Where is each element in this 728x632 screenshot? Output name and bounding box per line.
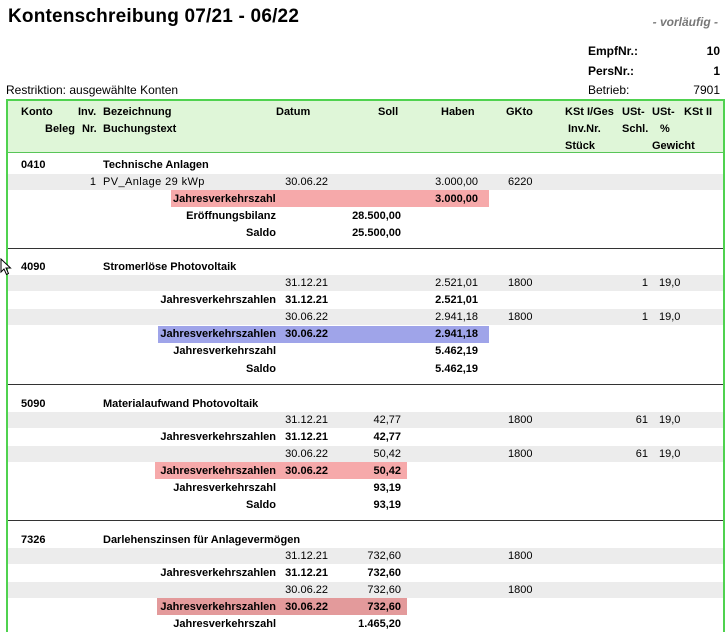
empf-label: EmpfNr.: <box>588 44 639 58</box>
gkto: 6220 <box>508 176 533 188</box>
ust-schl: 1 <box>641 311 648 323</box>
beleg-nr: 1 <box>89 176 96 188</box>
haben-total: 5.462,19 <box>435 363 478 375</box>
page-title: Kontenschreibung 07/21 - 06/22 <box>8 6 300 27</box>
haben-total: 5.462,19 <box>435 345 478 357</box>
summary-label: Jahresverkehrszahl <box>173 482 276 494</box>
soll-total: 93,19 <box>373 482 401 494</box>
summary-label: Jahresverkehrszahlen <box>160 465 276 477</box>
haben-total: 3.000,00 <box>435 193 478 205</box>
summary-label: Jahresverkehrszahlen <box>160 567 276 579</box>
summary-date: 31.12.21 <box>285 294 328 306</box>
haben-total: 2.521,01 <box>435 294 478 306</box>
summary-label: Jahresverkehrszahlen <box>160 431 276 443</box>
account-name: Materialaufwand Photovoltaik <box>103 398 259 410</box>
summary-date: 30.06.22 <box>285 601 328 613</box>
col-buchungstext: Buchungstext <box>103 123 177 135</box>
soll: 732,60 <box>367 550 401 562</box>
soll-total: 42,77 <box>373 431 401 443</box>
datum: 31.12.21 <box>285 277 328 289</box>
datum: 30.06.22 <box>285 311 328 323</box>
summary-label: Jahresverkehrszahl <box>173 345 276 357</box>
summary-label: Jahresverkehrszahlen <box>160 328 276 340</box>
gkto: 1800 <box>508 584 533 596</box>
col-kst1: KSt I/Ges <box>565 106 614 118</box>
summary-label: Jahresverkehrszahl <box>173 193 276 205</box>
soll-total: 1.465,20 <box>358 618 401 630</box>
soll-total: 93,19 <box>373 499 401 511</box>
summary-label: Eröffnungsbilanz <box>186 210 276 222</box>
soll: 42,77 <box>373 414 401 426</box>
soll: 50,42 <box>373 448 401 460</box>
betrieb-value: 7901 <box>693 83 720 97</box>
gkto: 1800 <box>508 277 533 289</box>
account-name: Stromerlöse Photovoltaik <box>103 261 237 273</box>
account-number: 7326 <box>21 534 46 546</box>
pers-value: 1 <box>713 64 720 78</box>
pers-label: PersNr.: <box>588 64 635 78</box>
soll-total: 28.500,00 <box>352 210 401 222</box>
col-inv: Inv. <box>78 106 97 118</box>
summary-label: Saldo <box>246 227 276 239</box>
summary-date: 30.06.22 <box>285 328 328 340</box>
gkto: 1800 <box>508 448 533 460</box>
gkto: 1800 <box>508 550 533 562</box>
summary-label: Saldo <box>246 499 276 511</box>
soll-total: 732,60 <box>367 567 401 579</box>
ust-pct: 19,0 <box>659 414 681 426</box>
account-name: Darlehenszinsen für Anlagevermögen <box>103 534 301 546</box>
gkto: 1800 <box>508 414 533 426</box>
haben: 3.000,00 <box>435 176 478 188</box>
gkto: 1800 <box>508 311 533 323</box>
empf-value: 10 <box>706 44 720 58</box>
col-bezeichnung: Bezeichnung <box>103 106 172 118</box>
ust-pct: 19,0 <box>659 311 681 323</box>
datum: 31.12.21 <box>285 550 328 562</box>
col-stueck: Stück <box>565 140 595 152</box>
account-number: 4090 <box>21 261 46 273</box>
soll-total: 25.500,00 <box>352 227 401 239</box>
col-pct: % <box>660 123 670 135</box>
col-gewicht: Gewicht <box>652 140 695 152</box>
col-soll: Soll <box>378 106 399 118</box>
haben: 2.941,18 <box>435 311 478 323</box>
col-nr: Nr. <box>82 123 97 135</box>
ust-schl: 61 <box>635 414 648 426</box>
column-header <box>8 101 723 153</box>
restriction-text: Restriktion: ausgewählte Konten <box>6 83 179 97</box>
ust-pct: 19,0 <box>659 448 681 460</box>
summary-date: 31.12.21 <box>285 567 328 579</box>
col-schl: Schl. <box>622 123 649 135</box>
col-ust2: USt- <box>652 106 675 118</box>
status-label: - vorläufig - <box>652 15 718 29</box>
col-kst2: KSt II <box>684 106 713 118</box>
account-number: 5090 <box>21 398 46 410</box>
ust-schl: 61 <box>635 448 648 460</box>
account-name: Technische Anlagen <box>103 159 209 171</box>
account-number: 0410 <box>21 159 46 171</box>
summary-label: Jahresverkehrszahlen <box>160 294 276 306</box>
datum: 30.06.22 <box>285 176 328 188</box>
col-invnr: Inv.Nr. <box>568 123 601 135</box>
summary-label: Jahresverkehrszahl <box>173 618 276 630</box>
betrieb-label: Betrieb: <box>588 83 630 97</box>
ust-schl: 1 <box>641 277 648 289</box>
summary-date: 30.06.22 <box>285 465 328 477</box>
summary-date: 31.12.21 <box>285 431 328 443</box>
summary-label: Saldo <box>246 363 276 375</box>
col-datum: Datum <box>276 106 311 118</box>
col-beleg: Beleg <box>45 123 75 135</box>
buchungstext: PV_Anlage 29 kWp <box>103 176 205 188</box>
mouse-cursor-icon <box>0 258 12 276</box>
datum: 31.12.21 <box>285 414 328 426</box>
haben: 2.521,01 <box>435 277 478 289</box>
soll: 732,60 <box>367 584 401 596</box>
soll-total: 50,42 <box>373 465 401 477</box>
datum: 30.06.22 <box>285 448 328 460</box>
col-konto: Konto <box>21 106 53 118</box>
soll-total: 732,60 <box>367 601 401 613</box>
ust-pct: 19,0 <box>659 277 681 289</box>
col-gkto: GKto <box>506 106 533 118</box>
col-ust1: USt- <box>622 106 645 118</box>
datum: 30.06.22 <box>285 584 328 596</box>
col-haben: Haben <box>441 106 475 118</box>
summary-label: Jahresverkehrszahlen <box>160 601 276 613</box>
haben-total: 2.941,18 <box>435 328 478 340</box>
report-table <box>6 99 725 632</box>
